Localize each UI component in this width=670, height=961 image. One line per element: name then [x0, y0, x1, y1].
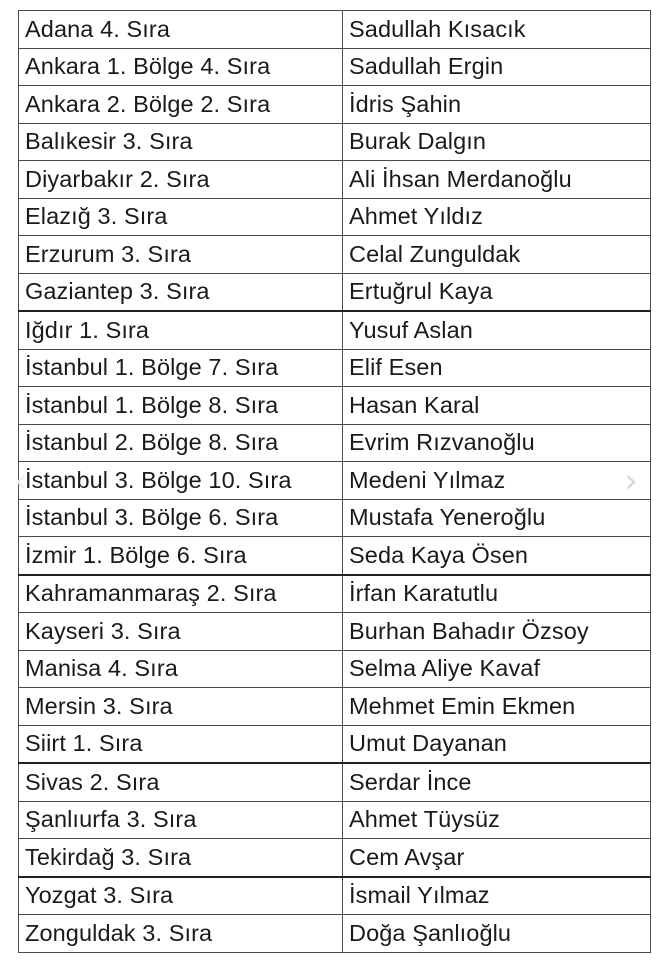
table-row	[19, 236, 651, 274]
table-row	[19, 11, 651, 49]
place-cell: Adana 4. Sıra	[19, 11, 343, 49]
place-cell: İstanbul 2. Bölge 8. Sıra	[19, 424, 343, 462]
place-cell: Kayseri 3. Sıra	[19, 613, 343, 651]
table-row	[19, 48, 651, 86]
name-cell: Ali İhsan Merdanoğlu	[343, 161, 651, 199]
name-cell: Yusuf Aslan	[343, 311, 651, 349]
name-cell: Sadullah Kısacık	[343, 11, 651, 49]
table-row	[19, 537, 651, 575]
name-cell: Celal Zunguldak	[343, 236, 651, 274]
name-cell: Sadullah Ergin	[343, 48, 651, 86]
candidate-table	[18, 10, 651, 953]
place-cell: İstanbul 1. Bölge 7. Sıra	[19, 349, 343, 387]
name-cell: Ahmet Yıldız	[343, 198, 651, 236]
place-cell: Elazığ 3. Sıra	[19, 198, 343, 236]
table-row	[19, 650, 651, 688]
table-row	[19, 688, 651, 726]
name-cell: Umut Dayanan	[343, 725, 651, 763]
place-cell: İstanbul 3. Bölge 10. Sıra	[19, 462, 343, 500]
name-cell: Medeni Yılmaz	[343, 462, 651, 500]
name-cell: İrfan Karatutlu	[343, 575, 651, 613]
table-row	[19, 424, 651, 462]
table-row	[19, 161, 651, 199]
table-row	[19, 198, 651, 236]
place-cell: Siirt 1. Sıra	[19, 725, 343, 763]
table-row	[19, 349, 651, 387]
place-cell: Ankara 2. Bölge 2. Sıra	[19, 86, 343, 124]
place-cell: İstanbul 3. Bölge 6. Sıra	[19, 499, 343, 537]
place-cell: Sivas 2. Sıra	[19, 763, 343, 801]
candidate-table-body	[19, 11, 651, 953]
place-cell: Diyarbakır 2. Sıra	[19, 161, 343, 199]
table-row	[19, 763, 651, 801]
table-row	[19, 311, 651, 349]
place-cell: Kahramanmaraş 2. Sıra	[19, 575, 343, 613]
table-row	[19, 86, 651, 124]
name-cell: Doğa Şanlıoğlu	[343, 915, 651, 953]
table-row	[19, 462, 651, 500]
chevron-left-icon[interactable]: ‹	[14, 461, 28, 501]
name-cell: Hasan Karal	[343, 387, 651, 425]
place-cell: Erzurum 3. Sıra	[19, 236, 343, 274]
name-cell: Ahmet Tüysüz	[343, 801, 651, 839]
name-cell: İsmail Yılmaz	[343, 877, 651, 915]
place-cell: Tekirdağ 3. Sıra	[19, 839, 343, 877]
place-cell: İstanbul 1. Bölge 8. Sıra	[19, 387, 343, 425]
place-cell: Şanlıurfa 3. Sıra	[19, 801, 343, 839]
table-row	[19, 499, 651, 537]
name-cell: İdris Şahin	[343, 86, 651, 124]
table-row	[19, 839, 651, 877]
place-cell: İzmir 1. Bölge 6. Sıra	[19, 537, 343, 575]
place-cell: Iğdır 1. Sıra	[19, 311, 343, 349]
table-row	[19, 123, 651, 161]
place-cell: Mersin 3. Sıra	[19, 688, 343, 726]
table-row	[19, 387, 651, 425]
name-cell: Mehmet Emin Ekmen	[343, 688, 651, 726]
name-cell: Selma Aliye Kavaf	[343, 650, 651, 688]
name-cell: Cem Avşar	[343, 839, 651, 877]
table-row	[19, 613, 651, 651]
name-cell: Seda Kaya Ösen	[343, 537, 651, 575]
place-cell: Manisa 4. Sıra	[19, 650, 343, 688]
name-cell: Burak Dalgın	[343, 123, 651, 161]
table-row	[19, 273, 651, 311]
name-cell: Mustafa Yeneroğlu	[343, 499, 651, 537]
table-row	[19, 877, 651, 915]
place-cell: Zonguldak 3. Sıra	[19, 915, 343, 953]
name-cell: Ertuğrul Kaya	[343, 273, 651, 311]
name-cell: Elif Esen	[343, 349, 651, 387]
place-cell: Yozgat 3. Sıra	[19, 877, 343, 915]
name-cell: Burhan Bahadır Özsoy	[343, 613, 651, 651]
place-cell: Gaziantep 3. Sıra	[19, 273, 343, 311]
place-cell: Balıkesir 3. Sıra	[19, 123, 343, 161]
chevron-right-icon[interactable]: ›	[624, 461, 638, 501]
table-row	[19, 725, 651, 763]
name-cell: Serdar İnce	[343, 763, 651, 801]
name-cell: Evrim Rızvanoğlu	[343, 424, 651, 462]
table-row	[19, 915, 651, 953]
place-cell: Ankara 1. Bölge 4. Sıra	[19, 48, 343, 86]
table-row	[19, 801, 651, 839]
table-row	[19, 575, 651, 613]
